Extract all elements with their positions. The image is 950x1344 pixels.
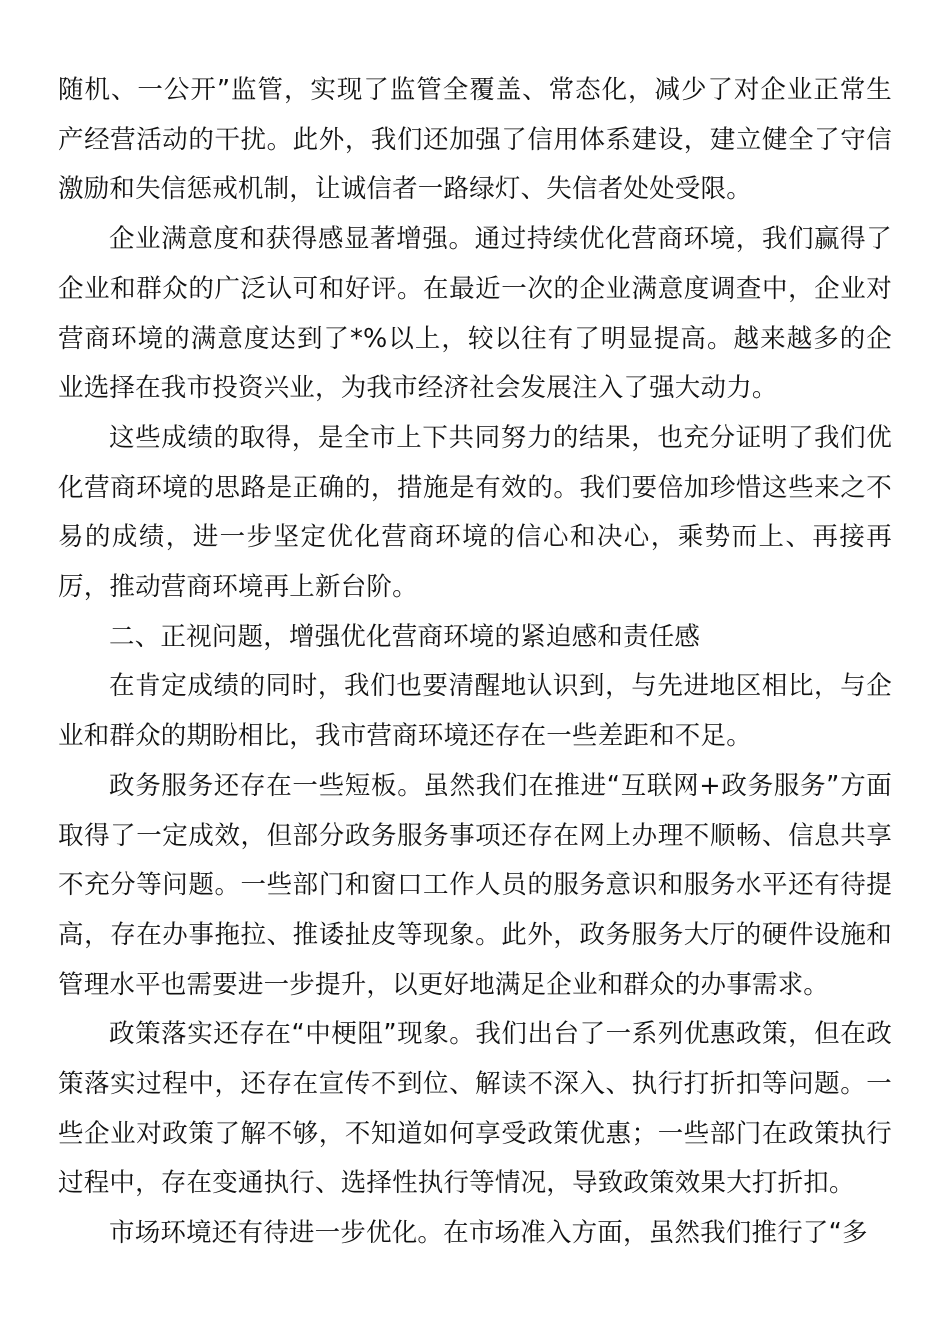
paragraph-achievements-summary: 这些成绩的取得，是全市上下共同努力的结果，也充分证明了我们优化营商环境的思路是正确的，措施是有效的。我们要倍加珍惜这些来之不易的成绩，进一步坚定优化营商环境的信心和决心，乘势而上、再接再厉，推动营商环境再上新台阶。 <box>58 422 892 603</box>
paragraph-market-environment: 市场环境还有待进一步优化。在市场准入方面，虽然我们推行了“多 <box>109 1218 868 1249</box>
paragraph-gaps-intro: 在肯定成绩的同时，我们也要清醒地认识到，与先进地区相比，与企业和群众的期盼相比，我市营商环境还存在一些差距和不足。 <box>58 671 892 752</box>
paragraph-supervision-continued: 随机、一公开”监管，实现了监管全覆盖、常态化，减少了对企业正常生产经营活动的干扰。此外，我们还加强了信用体系建设，建立健全了守信激励和失信惩戒机制，让诚信者一路绿灯、失信者处处受限。 <box>58 75 892 205</box>
paragraph-enterprise-satisfaction: 企业满意度和获得感显著增强。通过持续优化营商环境，我们赢得了企业和群众的广泛认可和好评。在最近一次的企业满意度调查中，企业对营商环境的满意度达到了*%以上，较以往有了明显提高。越来越多的企业选择在我市投资兴业，为我市经济社会发展注入了强大动力。 <box>58 224 892 404</box>
section-heading-2: 二、正视问题，增强优化营商环境的紧迫感和责任感 <box>109 621 701 652</box>
paragraph-policy-implementation: 政策落实还存在“中梗阻”现象。我们出台了一系列优惠政策，但在政策落实过程中，还存在宣传不到位、解读不深入、执行打折扣等问题。一些企业对政策了解不够，不知道如何享受政策优惠；一些部门在政策执行过程中，存在变通执行、选择性执行等情况，导致政策效果大打折扣。 <box>58 1019 892 1199</box>
paragraph-government-services: 政务服务还存在一些短板。虽然我们在推进“互联网+政务服务”方面取得了一定成效，但部分政务服务事项还存在网上办理不顺畅、信息共享不充分等问题。一些部门和窗口工作人员的服务意识和服务水平还有待提高，存在办事拖拉、推诿扯皮等现象。此外，政务服务大厅的硬件设施和管理水平也需要进一步提升，以更好地满足企业和群众的办事需求。 <box>58 770 892 1000</box>
